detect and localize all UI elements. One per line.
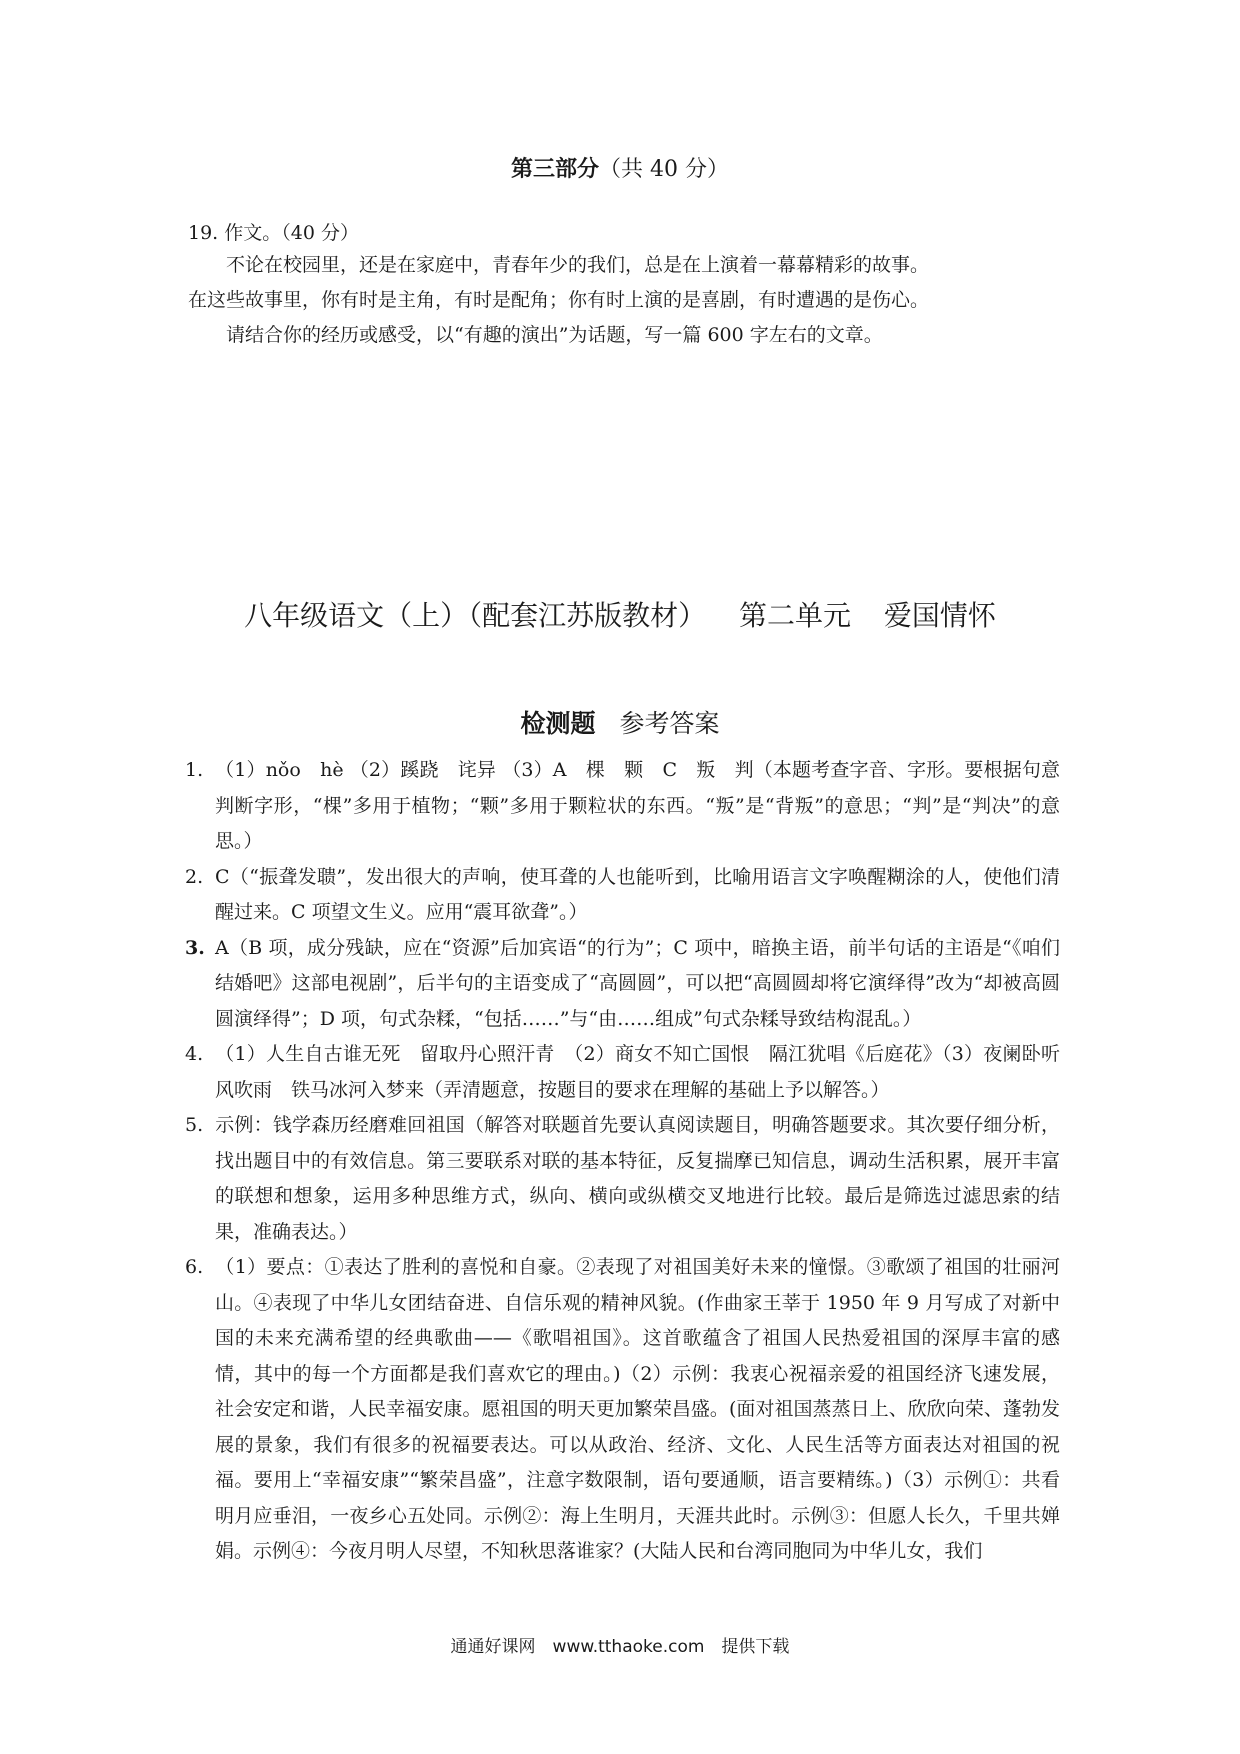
answer-text: 示例：钱学森历经磨难回祖国（解答对联题首先要认真阅读题目，明确答题要求。其次要仔细分析，找出题目中的有效信息。第三要联系对联的基本特征，反复揣摩已知信息，调动生活积累，展开丰富的联想和想象，运用多种思维方式，纵向、横向或纵横交叉地进行比较。最后是筛选过滤思索的结果，准确表达。） xyxy=(215,1114,1060,1243)
answer-item xyxy=(185,860,1060,931)
essay-prompt-line: 不论在校园里，还是在家庭中，青春年少的我们，总是在上演着一幕幕精彩的故事。 xyxy=(226,254,930,276)
essay-prompt xyxy=(188,248,1068,353)
answer-number: 3. xyxy=(185,936,205,959)
answer-number: 5. xyxy=(185,1114,204,1136)
answer-text: A（B 项，成分残缺，应在“资源”后加宾语“的行为”；C 项中，暗换主语，前半句话的主语是“《咱们结婚吧》这部电视剧”，后半句的主语变成了“高圆圆”，可以把“高圆圆却将它演绎得”改为“却被高圆圆演绎得”；D 项，句式杂糅，“包括……”与“由……组成”句式杂糅导致结构混乱。） xyxy=(215,936,1060,1030)
page-footer: 通通好课网 www.tthaoke.com 提供下载 xyxy=(450,1637,790,1657)
part3-heading xyxy=(0,152,1240,183)
answer-item xyxy=(185,753,1060,860)
answer-list xyxy=(185,753,1060,1570)
title-theme: 爱国情怀 xyxy=(883,599,996,632)
answer-item xyxy=(185,1108,1060,1250)
title-unit: 第二单元 xyxy=(738,599,851,632)
question-19-label: 19. 作文。（40 分） xyxy=(188,222,359,244)
answer-text: C（“振聋发聩”，发出很大的声响，使耳聋的人也能听到，比喻用语言文字唤醒糊涂的人，使他们清醒过来。C 项望文生义。应用“震耳欲聋”。） xyxy=(215,865,1060,923)
answer-number: 1. xyxy=(185,759,204,781)
document-subtitle xyxy=(0,704,1240,740)
part3-title: 第三部分 xyxy=(511,156,600,182)
answer-number: 4. xyxy=(185,1043,204,1065)
essay-prompt-line: 在这些故事里，你有时是主角，有时是配角；你有时上演的是喜剧，有时遭遇的是伤心。 xyxy=(188,289,930,311)
answer-number: 6. xyxy=(185,1256,204,1278)
answer-text: （1）要点：①表达了胜利的喜悦和自豪。②表现了对祖国美好未来的憧憬。③歌颂了祖国的壮丽河山。④表现了中华儿女团结奋进、自信乐观的精神风貌。(作曲家王莘于 1950 年 9 月写成了对新中国的未来充满希望的经典歌曲——《歌唱祖国》。这首歌蕴含了祖国人民热爱祖国的深厚丰富的感情，其中的每一个方面都是我们喜欢它的理由。)（2）示例：我衷心祝福亲爱的祖国经济飞速发展，社会安定和谐，人民幸福安康。愿祖国的明天更加繁荣昌盛。(面对祖国蒸蒸日上、欣欣向荣、蓬勃发展的景象，我们有很多的祝福要表达。可以从政治、经济、文化、人民生活等方面表达对祖国的祝福。要用上“幸福安康”“繁荣昌盛”，注意字数限制，语句要通顺，语言要精练。)（3）示例①：共看明月应垂泪，一夜乡心五处同。示例②：海上生明月，天涯共此时。示例③：但愿人长久，千里共婵娟。示例④：今夜月明人尽望，不知秋思落谁家？(大陆人民和台湾同胞同为中华儿女，我们 xyxy=(215,1256,1060,1562)
subtitle-answers: 参考答案 xyxy=(619,709,720,738)
title-course: 八年级语文（上）（配套江苏版教材） xyxy=(244,599,707,632)
answer-text: （1）人生自古谁无死 留取丹心照汗青 （2）商女不知亡国恨 隔江犹唱《后庭花》（3）夜阑卧听风吹雨 铁马冰河入梦来（弄清题意，按题目的要求在理解的基础上予以解答。） xyxy=(215,1043,1060,1101)
part3-score: （共 40 分） xyxy=(599,157,729,182)
answer-text: （1）nǒo hè （2）蹊跷 诧异 （3）A 棵 颗 C 叛 判（本题考查字音、字形。要根据句意判断字形，“棵”多用于植物；“颗”多用于颗粒状的东西。“叛”是“背叛”的意思；“判”是“判决”的意思。） xyxy=(215,759,1060,852)
answer-item xyxy=(185,1037,1060,1108)
answer-number: 2. xyxy=(185,865,204,888)
answer-item xyxy=(185,1250,1060,1570)
essay-prompt-line: 请结合你的经历或感受，以“有趣的演出”为话题，写一篇 600 字左右的文章。 xyxy=(226,324,883,346)
answer-item xyxy=(185,931,1060,1038)
document-title xyxy=(0,594,1240,634)
subtitle-test: 检测题 xyxy=(520,709,596,738)
